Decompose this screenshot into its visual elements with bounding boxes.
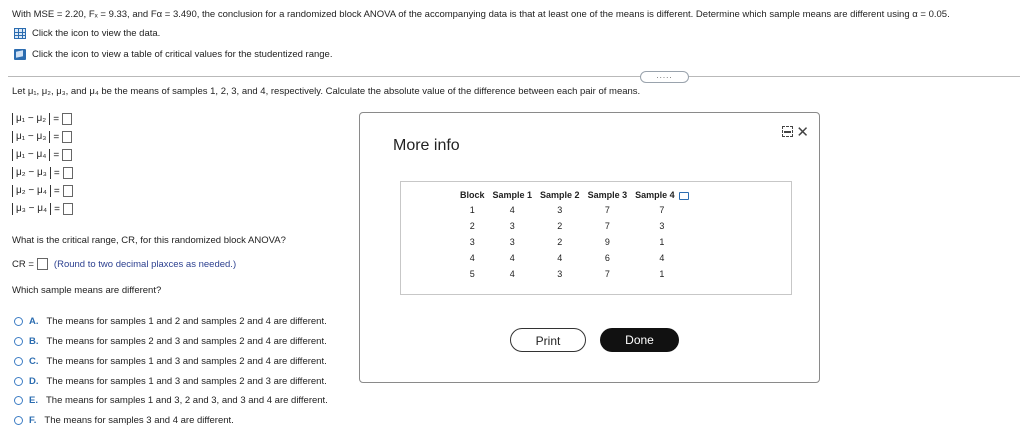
critical-values-link-label: Click the icon to view a table of critical values for the studentized range. [32,49,333,60]
instruction-text: Let μ₁, μ₂, μ₃, and μ₄ be the means of samples 1, 2, 3, and 4, respectively. Calculate the absolute value of the difference between each pair of means. [12,86,641,97]
table-cell: 4 [509,205,515,215]
book-icon[interactable] [14,49,26,60]
cr-row [12,258,236,270]
table-cell: 6 [604,253,610,263]
cr-input[interactable] [37,258,48,270]
table-cell: 3 [557,205,563,215]
difference-label: μ₁ − μ₂ [12,113,50,125]
difference-row: μ₁ − μ₂ = [12,112,72,126]
option-e[interactable] [14,395,328,406]
table-row [456,266,693,282]
difference-label: μ₂ − μ₄ [12,185,51,197]
option-letter: B. [29,336,39,347]
radio-button[interactable] [14,396,23,405]
table-cell: 4 [509,253,515,263]
option-letter: C. [29,356,39,367]
difference-input[interactable] [63,203,73,215]
data-table-icon[interactable] [14,28,26,39]
column-header: Sample 4 [631,188,693,202]
option-b[interactable] [14,336,327,347]
difference-input[interactable] [63,167,73,179]
dialog-title: More info [393,137,460,154]
which-question: Which sample means are different? [12,285,162,296]
option-letter: D. [29,376,39,387]
option-c[interactable] [14,356,327,367]
option-letter: E. [29,395,38,406]
option-d[interactable] [14,376,327,387]
cr-question: What is the critical range, CR, for this randomized block ANOVA? [12,235,286,246]
column-header: Block [460,190,485,200]
table-cell: 3 [509,221,515,231]
difference-row: μ₁ − μ₄ = [12,148,72,162]
option-letter: F. [29,415,37,426]
option-f[interactable] [14,415,234,426]
option-text: The means for samples 1 and 3, 2 and 3, and 3 and 4 are different. [45,395,328,406]
difference-row: μ₂ − μ₃ = [12,166,73,180]
minimize-icon[interactable] [782,126,793,137]
more-info-dialog [359,112,820,383]
difference-label: μ₁ − μ₄ [12,149,50,161]
radio-button[interactable] [14,357,23,366]
column-header: Sample 3 [587,190,628,200]
difference-row: μ₁ − μ₃ = [12,130,72,144]
table-cell: 3 [509,237,515,247]
table-cell: 7 [604,269,610,279]
table-cell: 3 [659,221,665,231]
cr-note: (Round to two decimal plaxces as needed.) [53,258,237,270]
difference-input[interactable] [62,113,72,125]
data-table [456,188,693,282]
option-text: The means for samples 1 and 3 and samples 2 and 4 are different. [46,356,327,367]
option-text: The means for samples 1 and 3 and samples 2 and 3 are different. [46,376,327,387]
table-cell: 2 [469,221,475,231]
table-cell: 7 [604,205,610,215]
table-cell: 4 [557,253,563,263]
radio-button[interactable] [14,337,23,346]
table-header-row [456,188,693,202]
radio-button[interactable] [14,317,23,326]
radio-button[interactable] [14,377,23,386]
data-table-container [400,181,792,295]
table-cell: 7 [604,221,610,231]
table-cell: 9 [604,237,610,247]
difference-input[interactable] [62,131,72,143]
cr-label: CR = [12,258,34,270]
copy-icon[interactable] [679,192,689,200]
difference-label: μ₃ − μ₄ [12,203,51,215]
table-row [456,218,693,234]
table-cell: 1 [659,237,665,247]
difference-input[interactable] [63,185,73,197]
table-cell: 3 [469,237,475,247]
table-cell: 3 [557,269,563,279]
difference-row: μ₂ − μ₄ = [12,184,73,198]
column-header: Sample 1 [492,190,533,200]
table-cell: 1 [469,205,475,215]
critical-values-link[interactable] [14,49,332,60]
question-text: With MSE = 2.20, Fₓ = 9.33, and Fα = 3.490, the conclusion for a randomized block ANOVA of the accompanying data is that at least one of the means is different. Determine which sample means are different using α = 0.05. [12,9,950,20]
expand-toggle[interactable]: ..... [640,71,689,83]
radio-button[interactable] [14,416,23,425]
table-cell: 2 [557,237,563,247]
option-letter: A. [29,316,39,327]
table-row [456,202,693,218]
data-link-label: Click the icon to view the data. [32,28,161,39]
difference-label: μ₂ − μ₃ [12,167,51,179]
difference-input[interactable] [62,149,72,161]
table-cell: 4 [509,269,515,279]
table-row [456,250,693,266]
option-a[interactable] [14,316,327,327]
data-link[interactable] [14,28,160,39]
option-text: The means for samples 2 and 3 and samples 2 and 4 are different. [46,336,327,347]
difference-label: μ₁ − μ₃ [12,131,50,143]
close-icon[interactable]: ✕ [796,124,809,141]
table-cell: 4 [469,253,475,263]
print-button[interactable]: Print [510,328,586,352]
done-button[interactable]: Done [600,328,679,352]
table-cell: 2 [557,221,563,231]
table-cell: 4 [659,253,665,263]
table-row [456,234,693,250]
option-text: The means for samples 3 and 4 are different. [44,415,234,426]
column-header: Sample 2 [540,190,580,200]
difference-row: μ₃ − μ₄ = [12,202,73,216]
table-cell: 7 [659,205,665,215]
table-cell: 5 [469,269,475,279]
table-cell: 1 [659,269,665,279]
divider [8,76,1020,77]
option-text: The means for samples 1 and 2 and samples 2 and 4 are different. [46,316,327,327]
